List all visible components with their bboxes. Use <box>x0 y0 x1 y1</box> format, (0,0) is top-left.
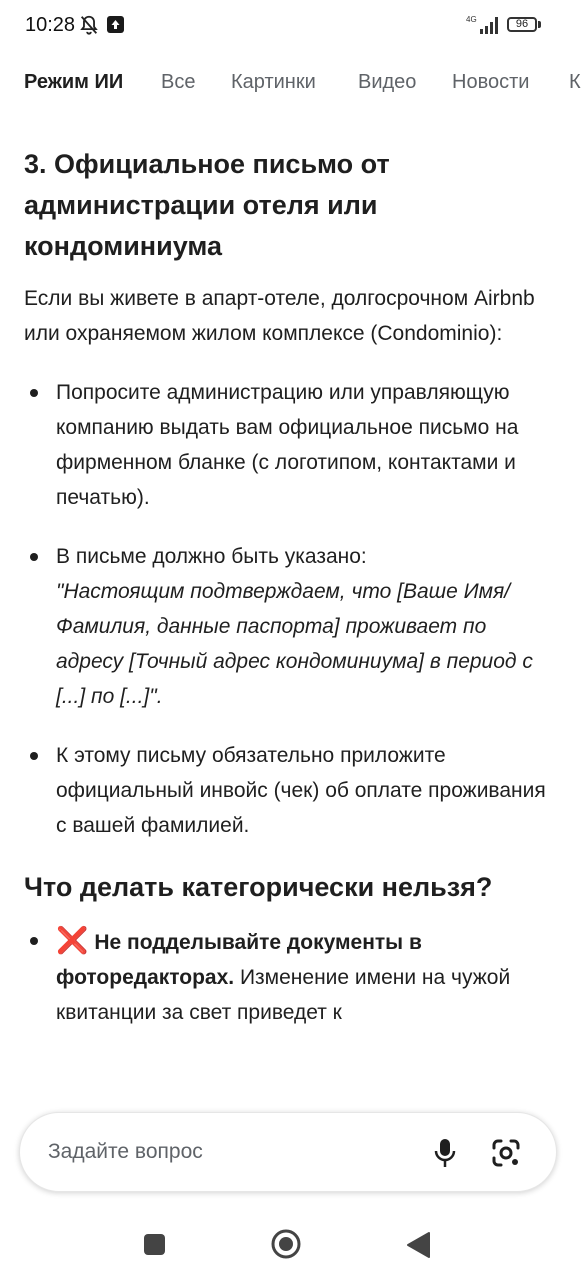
warning-bold-text: Не подделывайте документы в фоторедакторах. <box>56 931 422 989</box>
camera-lens-icon[interactable] <box>490 1137 522 1169</box>
bullet-dot <box>30 553 38 561</box>
list-item-text: В письме должно быть указано: <box>56 545 367 568</box>
tab-images[interactable]: Картинки <box>231 71 316 93</box>
recent-apps-button[interactable] <box>144 1234 165 1255</box>
status-time: 10:28 <box>25 14 76 36</box>
battery-tip <box>538 21 541 28</box>
battery-level: 96 <box>515 18 529 30</box>
intro-paragraph: Если вы живете в апарт-отеле, долгосрочном Airbnb или охраняемом жилом комплексе (Condominio): <box>24 287 535 345</box>
home-button[interactable] <box>270 1228 302 1260</box>
tab-all[interactable]: Все <box>161 71 196 93</box>
bullet-dot <box>30 752 38 760</box>
network-type-label: 4G <box>466 15 477 24</box>
status-bar <box>0 0 576 52</box>
search-mode-tabs <box>0 62 581 106</box>
upload-icon <box>107 16 124 33</box>
tab-ai-mode[interactable]: Режим ИИ <box>24 71 124 93</box>
bell-muted-icon <box>78 14 100 36</box>
list-item-text: К этому письму обязательно приложите официальный инвойс (чек) об оплате проживания с вашей фамилией. <box>56 744 546 837</box>
cross-mark-icon: ❌ <box>56 925 89 955</box>
bullet-dot <box>30 389 38 397</box>
warning-list <box>24 923 554 1030</box>
instructions-list <box>24 375 554 843</box>
section-title: 3. Официальное письмо от администрации отеля или кондоминиума <box>24 149 390 261</box>
list-item <box>24 923 554 1030</box>
back-button[interactable] <box>405 1231 431 1259</box>
signal-icon <box>464 14 502 36</box>
list-item <box>24 375 554 515</box>
tab-more[interactable]: К <box>569 71 581 93</box>
list-item <box>24 539 554 714</box>
letter-template-quote: "Настоящим подтверждаем, что [Ваше Имя/Фамилия, данные паспорта] проживает по адресу [Точный адрес кондоминиума] в период с [...] по [...]". <box>56 580 533 708</box>
system-navigation-bar <box>0 1210 576 1280</box>
search-input[interactable]: Задайте вопрос <box>48 1140 203 1163</box>
battery-icon <box>507 17 537 32</box>
microphone-icon[interactable] <box>430 1137 460 1169</box>
tab-video[interactable]: Видео <box>358 71 417 93</box>
list-item <box>24 738 554 843</box>
warning-text: Изменение имени на чужой квитанции за свет приведет к <box>56 966 511 1024</box>
content-fade <box>0 1060 576 1120</box>
warning-title: Что делать категорически нельзя? <box>24 872 493 902</box>
ask-question-bar[interactable] <box>19 1112 557 1192</box>
list-item-text: Попросите администрацию или управляющую компанию выдать вам официальное письмо на фирменном бланке (с логотипом, контактами и печатью). <box>56 381 519 509</box>
ai-answer-content <box>24 144 554 1054</box>
bullet-dot <box>30 937 38 945</box>
tab-news[interactable]: Новости <box>452 71 530 93</box>
